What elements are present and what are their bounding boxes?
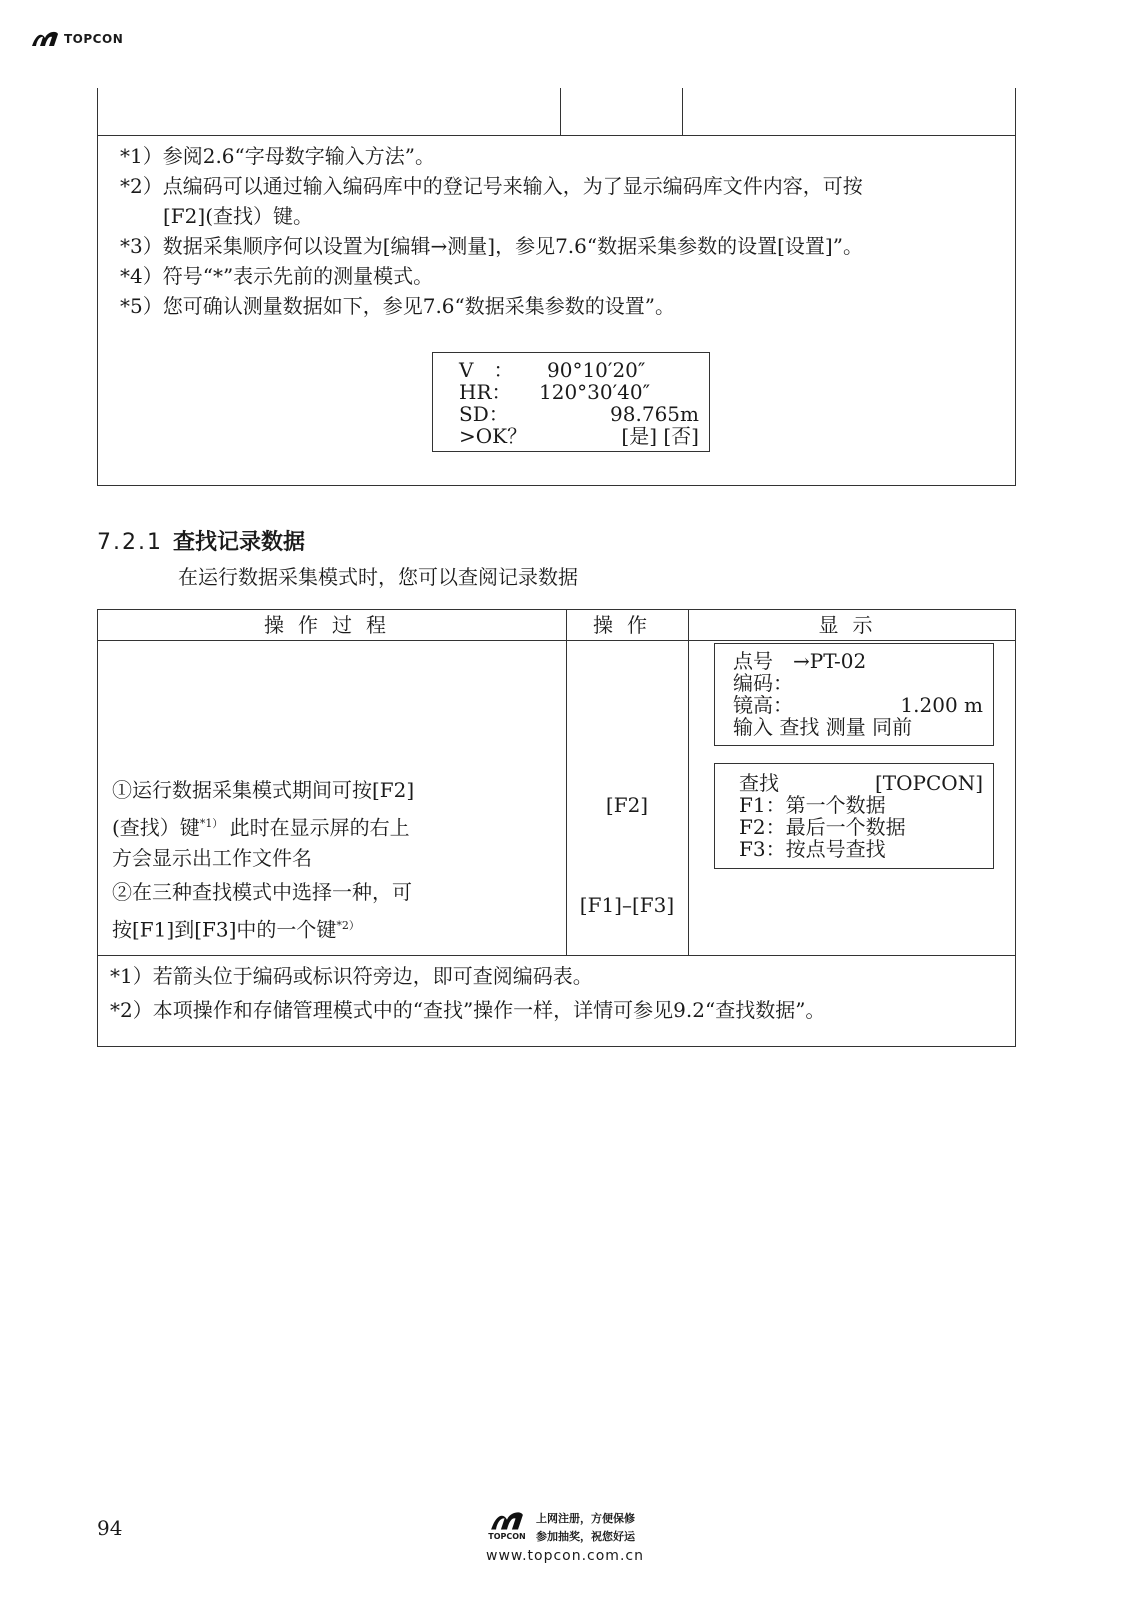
section-title: 查找记录数据 bbox=[172, 530, 305, 555]
note-5: *5）您可确认测量数据如下，参见7.6“数据采集参数的设置”。 bbox=[120, 294, 675, 318]
step-1-line-3: 方会显示出工作文件名 bbox=[112, 846, 312, 870]
note-2: *2）点编码可以通过输入编码库中的登记号来输入，为了显示编码库文件内容，可按 bbox=[120, 174, 863, 198]
notes-divider bbox=[98, 955, 1015, 956]
screen-label: >OK？ bbox=[459, 424, 528, 448]
screen-value: 98.765m bbox=[610, 402, 699, 426]
screen-label: 镜高： bbox=[733, 693, 793, 717]
note-3: *3）数据采集顺序何以设置为[编辑→测量]，参见7.6“数据采集参数的设置[设置]”。 bbox=[120, 234, 863, 258]
header-operation: 操作 bbox=[593, 613, 661, 637]
screen-row bbox=[733, 716, 983, 738]
previous-table-continuation bbox=[97, 88, 1016, 486]
screen-label: 点号 bbox=[733, 649, 773, 673]
screen-row bbox=[733, 694, 983, 716]
step-1-key: (查找）键 bbox=[112, 815, 200, 840]
display-screen-input bbox=[714, 643, 994, 746]
screen-row bbox=[459, 425, 699, 447]
note-1: *1）参阅2.6“字母数字输入方法”。 bbox=[120, 144, 435, 168]
row-divider bbox=[98, 135, 1015, 136]
footnote-ref-2: *2） bbox=[336, 919, 360, 932]
operation-f2: [F2] bbox=[605, 793, 649, 817]
note-2-cont: [F2](查找）键。 bbox=[163, 204, 314, 228]
section-heading bbox=[97, 525, 305, 556]
footer-brand-mark bbox=[488, 1510, 526, 1541]
screen-filename: [TOPCON] bbox=[875, 771, 983, 795]
header-display: 显示 bbox=[818, 613, 887, 637]
screen-row bbox=[733, 672, 983, 694]
step-2-line-1: ②在三种查找模式中选择一种，可 bbox=[112, 880, 412, 904]
step-2-line-2 bbox=[112, 909, 360, 947]
step-1-desc: 此时在显示屏的右上 bbox=[223, 815, 410, 840]
column-divider bbox=[682, 88, 683, 135]
screen-value: 90°10′20″ bbox=[547, 358, 646, 382]
screen-row bbox=[459, 359, 699, 381]
display-screen-search bbox=[714, 763, 994, 869]
screen-value: [是] [否] bbox=[621, 424, 699, 448]
footer-line-2: 参加抽奖，祝您好运 bbox=[536, 1530, 635, 1543]
section-number: 7.2.1 bbox=[97, 530, 163, 555]
section-intro: 在运行数据采集模式时，您可以查阅记录数据 bbox=[178, 565, 578, 589]
search-procedure-table bbox=[97, 609, 1016, 1047]
footnote-ref-1: *1） bbox=[199, 817, 224, 830]
topcon-logo-icon bbox=[30, 30, 60, 48]
step-1-line-2 bbox=[112, 807, 410, 845]
screen-label: HR： bbox=[459, 380, 512, 404]
header-process: 操作过程 bbox=[264, 613, 400, 637]
step-1-line-1: ①运行数据采集模式期间可按[F2] bbox=[112, 778, 415, 802]
screen-row bbox=[739, 772, 983, 794]
column-divider bbox=[560, 88, 561, 135]
screen-label: 编码： bbox=[733, 671, 793, 695]
screen-label: SD： bbox=[459, 402, 509, 426]
screen-option-f1: F1：第一个数据 bbox=[739, 793, 886, 817]
screen-row bbox=[733, 650, 983, 672]
table-note-2: *2）本项操作和存储管理模式中的“查找”操作一样，详情可参见9.2“查找数据”。 bbox=[110, 998, 826, 1022]
note-4: *4）符号“*”表示先前的测量模式。 bbox=[120, 264, 434, 288]
step-2-text: 按[F1]到[F3]中的一个键 bbox=[112, 917, 337, 942]
column-divider bbox=[688, 610, 689, 956]
screen-option-f3: F3：按点号查找 bbox=[739, 837, 886, 861]
operation-f1-f3: [F1]–[F3] bbox=[579, 893, 675, 917]
table-note-1: *1）若箭头位于编码或标识符旁边，即可查阅编码表。 bbox=[110, 964, 593, 988]
topcon-logo bbox=[30, 30, 123, 48]
header-divider bbox=[98, 640, 1015, 641]
screen-row bbox=[739, 816, 983, 838]
confirm-display-screen bbox=[432, 352, 710, 452]
brand-name: TOPCON bbox=[64, 32, 124, 46]
footer-brand-name: TOPCON bbox=[488, 1532, 526, 1541]
screen-option-f2: F2：最后一个数据 bbox=[739, 815, 906, 839]
footer-url[interactable]: www.topcon.com.cn bbox=[486, 1548, 644, 1564]
screen-row bbox=[459, 403, 699, 425]
screen-value: →PT-02 bbox=[793, 649, 867, 673]
screen-label: V ： bbox=[459, 358, 514, 382]
screen-softkeys: 输入 查找 测量 同前 bbox=[733, 715, 913, 739]
footer-line-1: 上网注册，方便保修 bbox=[536, 1512, 635, 1525]
screen-row bbox=[739, 838, 983, 860]
footer-logo bbox=[488, 1510, 635, 1546]
screen-value: 120°30′40″ bbox=[539, 380, 651, 404]
screen-label: 查找 bbox=[739, 771, 779, 795]
page-number: 94 bbox=[97, 1516, 123, 1540]
screen-value: 1.200 m bbox=[900, 693, 983, 717]
screen-row bbox=[739, 794, 983, 816]
topcon-logo-icon bbox=[488, 1510, 526, 1532]
footer-slogan bbox=[536, 1510, 635, 1546]
screen-row bbox=[459, 381, 699, 403]
